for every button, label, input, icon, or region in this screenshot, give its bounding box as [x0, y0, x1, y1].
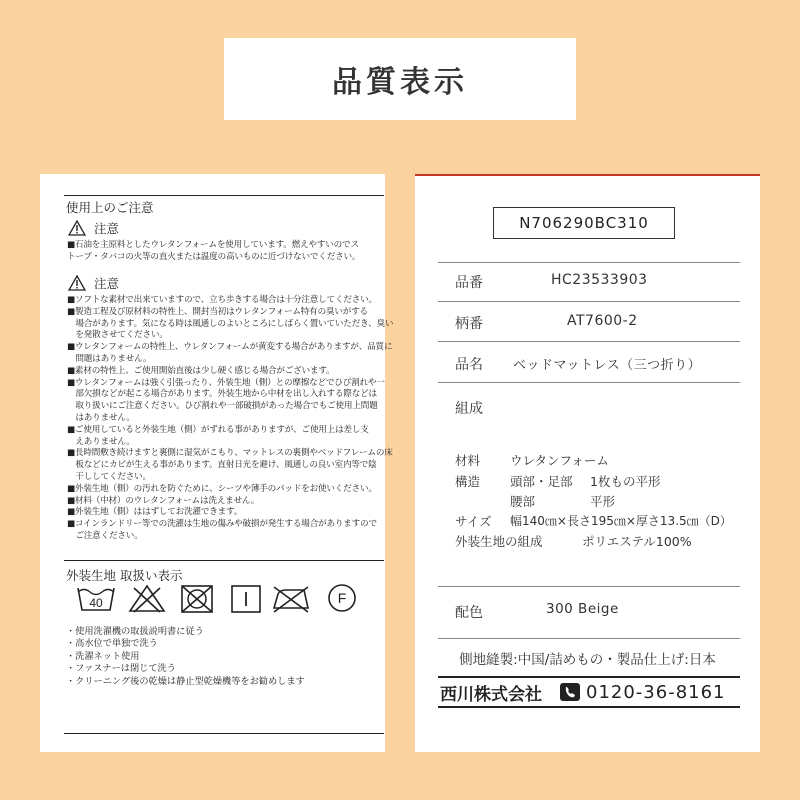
phone-icon	[560, 683, 580, 701]
no-iron-icon	[270, 584, 312, 614]
caution-2	[68, 274, 119, 292]
care-divider	[64, 560, 384, 561]
phone-number: 0120-36-8161	[586, 681, 726, 703]
care-notes	[66, 626, 305, 688]
row-divider	[438, 586, 740, 587]
caution-line: 取り扱いにご注意ください。ひび割れや一部破損があった場合でもご使用上問題	[67, 401, 378, 412]
caution-line: ■外装生地（側）ははずしてお洗濯できます。	[67, 507, 243, 518]
caution-1-label: 注意	[94, 221, 120, 236]
warning-icon	[68, 275, 86, 291]
garaban-label: 柄番	[455, 316, 483, 332]
caution-line: 問題はありません。	[67, 353, 152, 364]
wash-40-icon	[76, 584, 116, 614]
size-label: サイズ	[455, 514, 492, 529]
structure-label: 構造	[455, 474, 481, 489]
caution-line: ■外装生地（側）の汚れを防ぐために、シーツや薄手のパッドをお使いください。	[67, 483, 377, 494]
care-heading: 外装生地 取扱い表示	[66, 568, 183, 583]
line-dry-icon	[230, 584, 262, 614]
caution-line: ■コインランドリー等での洗濯は生地の傷みや破損が発生する場合がありますので	[67, 519, 377, 530]
no-bleach-icon	[128, 584, 166, 614]
care-note: ・高水位で単独で洗う	[66, 638, 158, 650]
composition-label: 組成	[455, 401, 483, 417]
caution-line: えありません。	[67, 436, 135, 447]
material-value: ウレタンフォーム	[510, 453, 609, 468]
color-label: 配色	[455, 605, 483, 621]
outer-fabric-value: ポリエステル100%	[582, 534, 692, 549]
outer-fabric-label: 外装生地の組成	[455, 534, 543, 549]
color-value: 300 Beige	[546, 601, 619, 617]
product-name-value: ベッドマットレス（三つ折り）	[513, 358, 702, 373]
quality-label-card	[415, 174, 760, 752]
row-divider	[438, 382, 740, 383]
svg-text:F: F	[337, 590, 347, 606]
product-code: N706290BC310	[493, 207, 675, 239]
caution-line: ■ソフトな素材で出来ていますので、立ち歩きする場合は十分注意してください。	[67, 295, 377, 305]
hinban-label: 品番	[455, 275, 483, 291]
care-note: ・クリーニング後の乾燥は静止型乾燥機等をお勧めします	[66, 675, 305, 687]
structure-head: 頭部・足部	[510, 474, 573, 489]
row-divider	[438, 638, 740, 639]
size-value: 幅140㎝×長さ195㎝×厚さ13.5㎝（D）	[510, 514, 732, 528]
caution-line: 部欠損などが起こる場合があります。外装生地から中材を出し入れする際などは	[67, 389, 377, 400]
garaban-value: AT7600-2	[567, 313, 638, 329]
bottom-divider	[64, 733, 384, 734]
care-note: ・ファスナーは閉じて洗う	[66, 663, 176, 675]
caution-line: ■ウレタンフォームの特性上、ウレタンフォームが黄変する場合がありますが、品質に	[67, 342, 393, 353]
caution-2-label: 注意	[94, 276, 120, 291]
caution-line: を発散させてください。	[67, 330, 168, 341]
caution-line: 場合があります。気になる時は風通しのよいところにしばらく置いていただき、臭い	[67, 318, 394, 329]
caution-line: はありません。	[67, 412, 135, 423]
page-title: 品質表示	[224, 38, 576, 120]
caution-line: ■素材の特性上、ご使用開始直後は少し硬く感じる場合がございます。	[67, 365, 335, 376]
hinban-value: HC23533903	[551, 272, 648, 288]
caution-2-text	[67, 295, 393, 543]
company-name: 西川株式会社	[440, 684, 542, 705]
row-divider	[438, 262, 740, 263]
caution-line: 干ししてください。	[67, 471, 151, 482]
no-tumble-dry-icon	[180, 584, 214, 614]
top-divider	[64, 195, 384, 196]
usage-heading: 使用上のご注意	[66, 200, 154, 215]
caution-line: ■長時間敷き続けますと裏側に湿気がこもり、マットレスの裏側やベッドフレームの床	[67, 448, 393, 459]
dry-clean-f-icon	[326, 582, 358, 614]
structure-waist: 腰部	[510, 494, 536, 509]
care-instructions-card	[40, 174, 394, 752]
caution-line: ■材料（中材）のウレタンフォームは洗えません。	[67, 495, 260, 506]
caution-line: トーブ・タバコの火等の直火または温度の高いものに近づけないでください。	[67, 251, 361, 262]
caution-line: ■ウレタンフォームは強く引張ったり、外装生地（側）との摩擦などでひび割れや一	[67, 377, 385, 388]
origin-text: 側地縫製:中国/詰めもの・製品仕上げ:日本	[459, 652, 716, 668]
structure-head-value: 1枚もの平形	[590, 474, 661, 489]
row-divider	[438, 301, 740, 302]
care-note: ・洗濯ネット使用	[66, 650, 140, 662]
caution-1	[68, 219, 119, 237]
caution-line: ■石油を主原料としたウレタンフォームを使用しています。燃えやすいのでス	[67, 240, 359, 250]
caution-line: ご注意ください。	[67, 530, 143, 541]
caution-line: ■ご使用していると外装生地（側）がずれる事がありますが、ご使用上は差し支	[67, 424, 369, 435]
structure-waist-value: 平形	[590, 494, 616, 509]
caution-1-text	[67, 240, 360, 264]
caution-line: ■製造工程及び原材料の特性上、開封当初はウレタンフォーム特有の臭いがする	[67, 306, 368, 317]
material-label: 材料	[455, 453, 481, 468]
product-name-label: 品名	[455, 357, 483, 373]
company-bar	[438, 676, 740, 708]
svg-text:40: 40	[89, 596, 103, 610]
row-divider	[438, 341, 740, 342]
care-note: ・使用洗濯機の取扱説明書に従う	[66, 626, 204, 637]
warning-icon	[68, 220, 86, 236]
caution-line: 板などにカビが生える事があります。直射日光を避け、風通しの良い室内等で陰	[67, 460, 377, 471]
